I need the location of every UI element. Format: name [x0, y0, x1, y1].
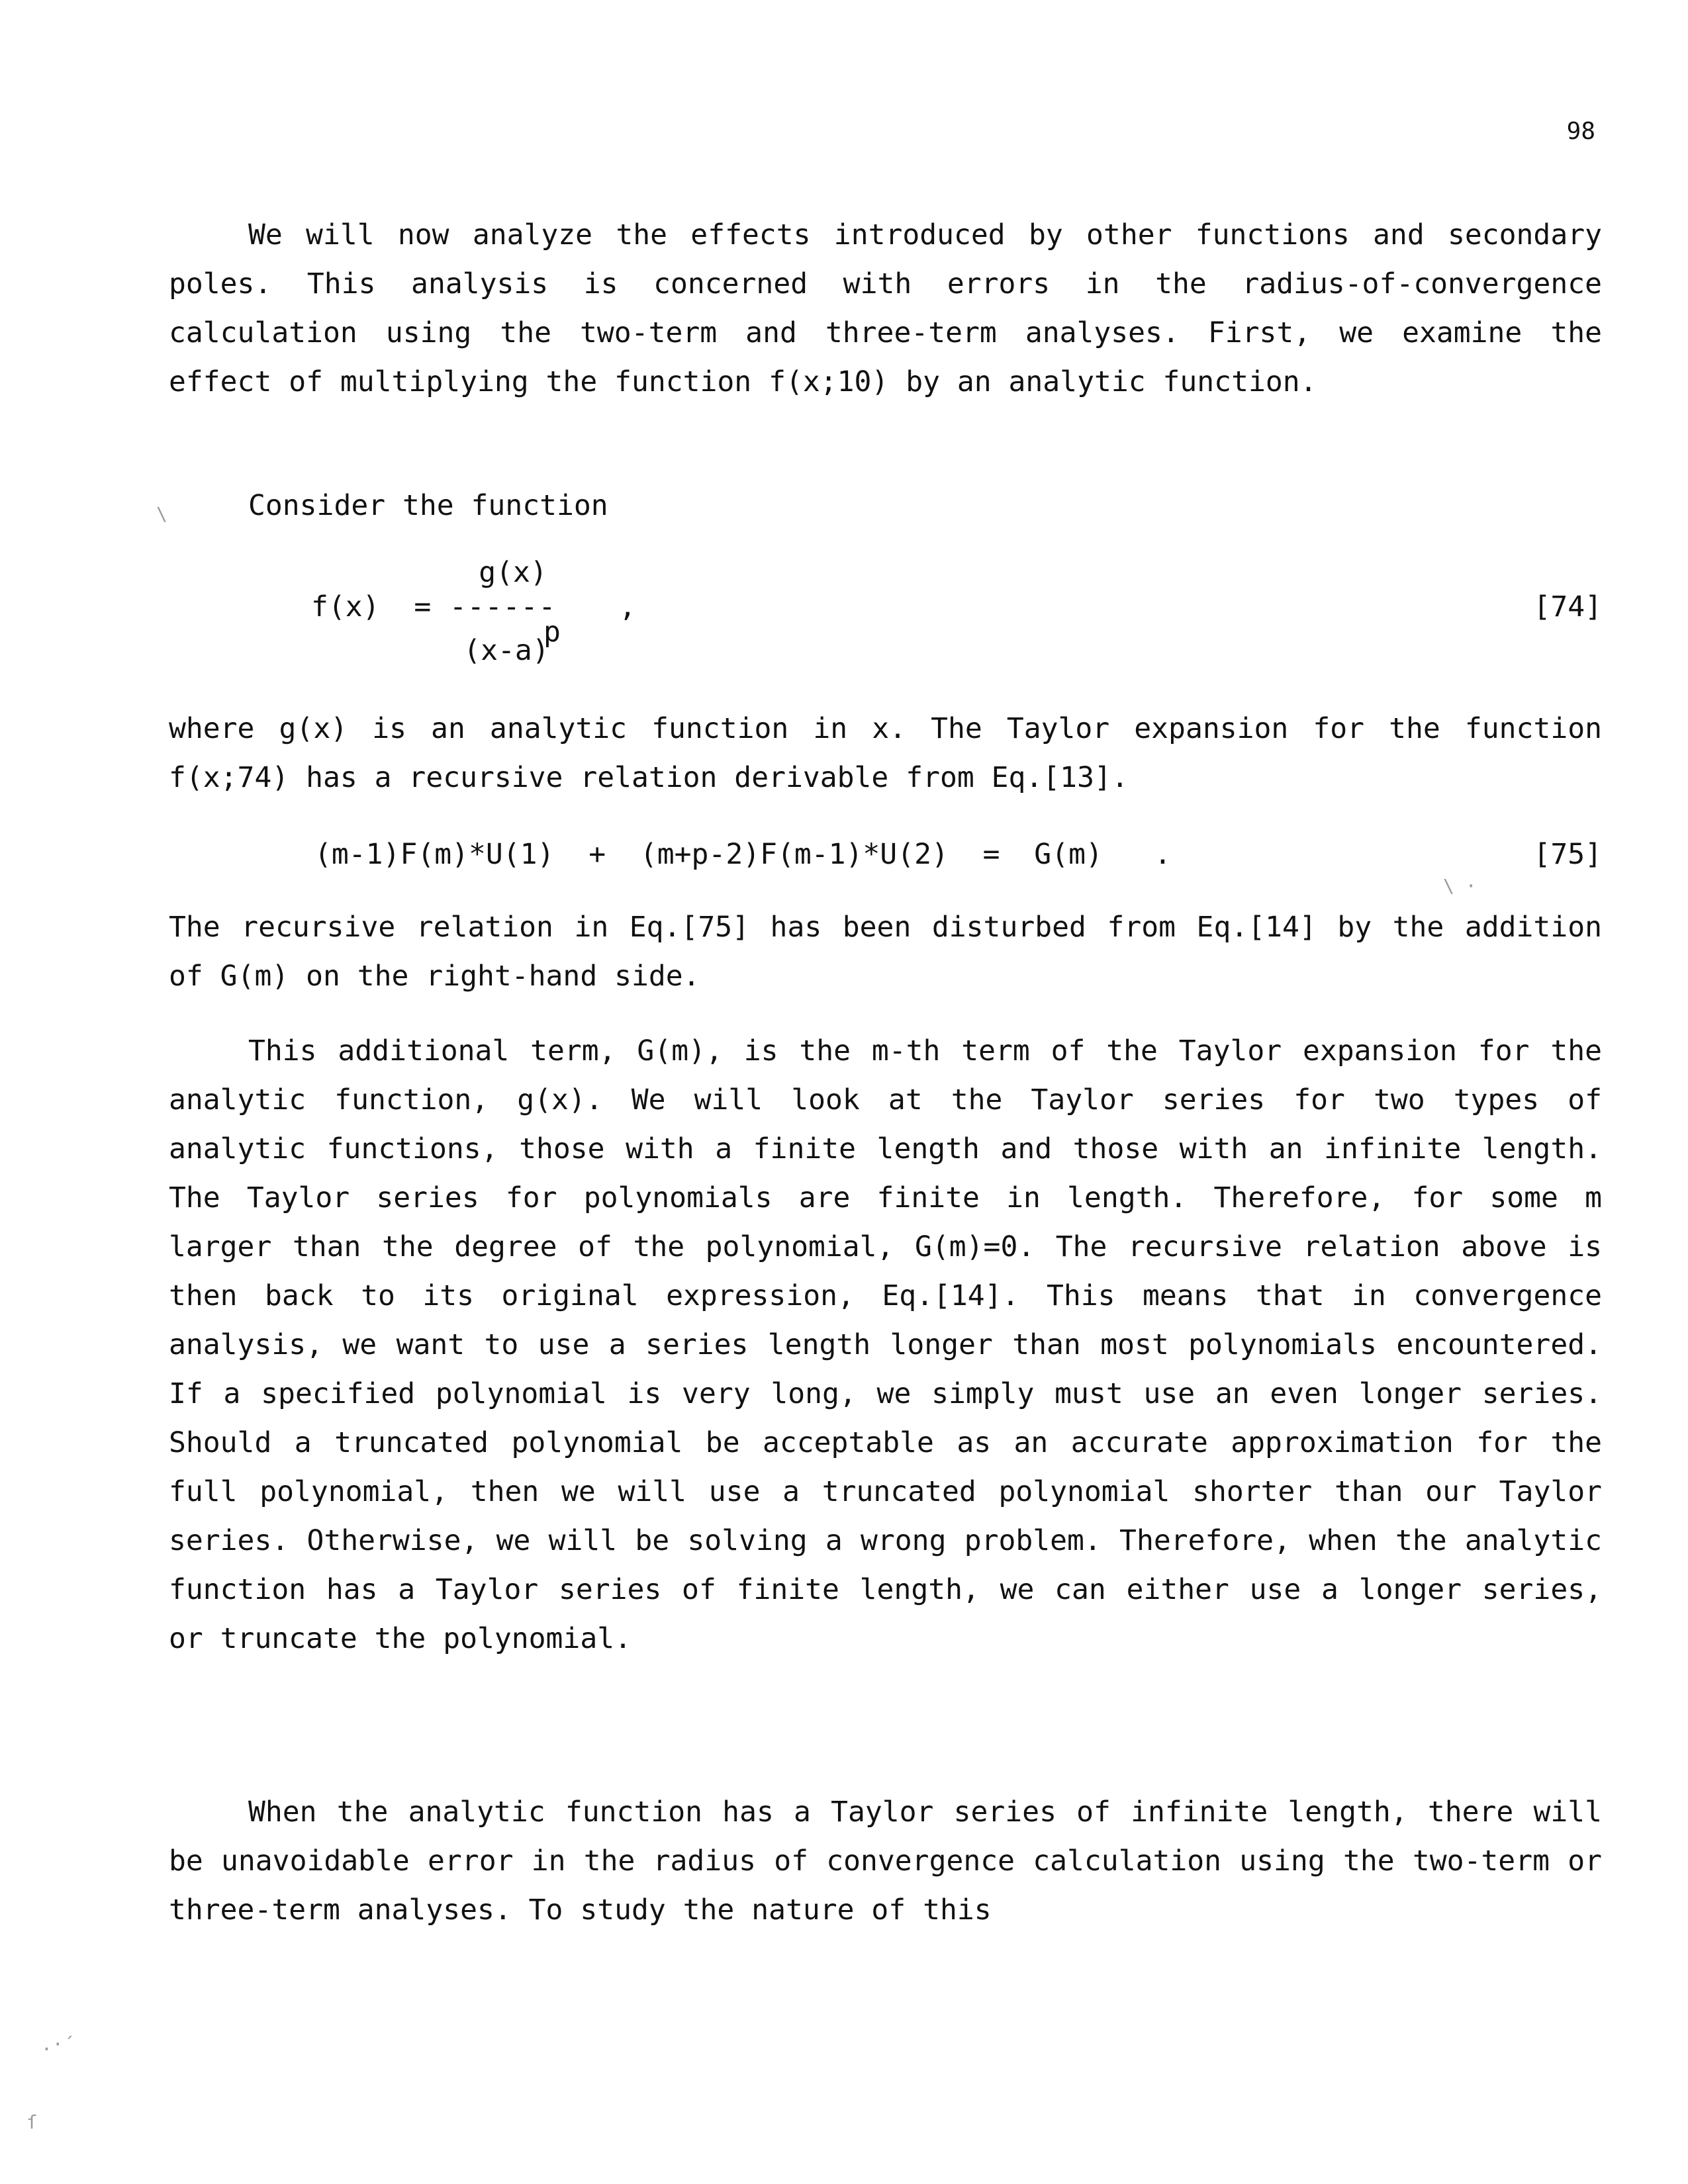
equation-74-numerator: g(x) [479, 556, 547, 589]
paragraph-where: where g(x) is an analytic function in x. The Taylor expansion for the function f(x;74) has a recursive relation derivable from Eq.[13]. [169, 712, 1602, 794]
margin-scan-mark: \ · [1443, 875, 1477, 897]
paragraph-intro: We will now analyze the effects introduced by other functions and secondary poles. This analysis is concerned with errors in the radius-of-convergence calculation using the two-term and three-term analyses. First, we examine the effect of multiplying the function f(x;10) by an analytic function. [169, 218, 1602, 398]
equation-74-exponent: p [543, 615, 561, 649]
equation-74-denominator: (x-a) [463, 634, 549, 667]
equation-74-fraction-bar: ------ [449, 590, 557, 623]
equation-74 [169, 556, 1602, 667]
margin-scan-mark: ſ [26, 2111, 38, 2133]
paragraph-additional-term: This additional term, G(m), is the m-th term of the Taylor expansion for the analytic function, g(x). We will look at the Taylor series for two types of analytic functions, those with a finite length and those with an infinite length. The Taylor series for polynomials are finite in length. Therefore, for some m larger than the degree of the polynomial, G(m)=0. The recursive relation above is then back to its original expression, Eq.[14]. This means that in convergence analysis, we want to use a series length longer than most polynomials encountered. If a specified polynomial is very long, we simply must use an even longer series. Should a truncated polynomial be acceptable as an accurate approximation for the full polynomial, then we will use a truncated polynomial shorter than our Taylor series. Otherwise, we will be solving a wrong problem. Therefore, when the analytic function has a Taylor series of finite length, we can either use a longer series, or truncate the polynomial. [169, 1034, 1602, 1655]
equation-74-lhs: f(x) = [311, 590, 432, 623]
paragraph-recursive: The recursive relation in Eq.[75] has been disturbed from Eq.[14] by the addition of G(m) on the right-hand side. [169, 911, 1602, 993]
equation-75-body: (m-1)F(m)*U(1) + (m+p-2)F(m-1)*U(2) = G(m) . [314, 838, 1172, 871]
page-number: 98 [1566, 118, 1595, 145]
margin-scan-mark: \ [156, 503, 167, 525]
equation-74-number: [74] [1533, 590, 1602, 623]
equation-75-number: [75] [1533, 838, 1602, 871]
paragraph-infinite-length: When the analytic function has a Taylor series of infinite length, there will be unavoidable error in the radius of convergence calculation using the two-term or three-term analyses. To study the nature of this [169, 1796, 1602, 1927]
equation-75 [169, 830, 1602, 879]
margin-scan-mark: .·´ [41, 2033, 75, 2055]
equation-74-comma: , [619, 590, 636, 623]
paragraph-consider: Consider the function [248, 489, 608, 522]
